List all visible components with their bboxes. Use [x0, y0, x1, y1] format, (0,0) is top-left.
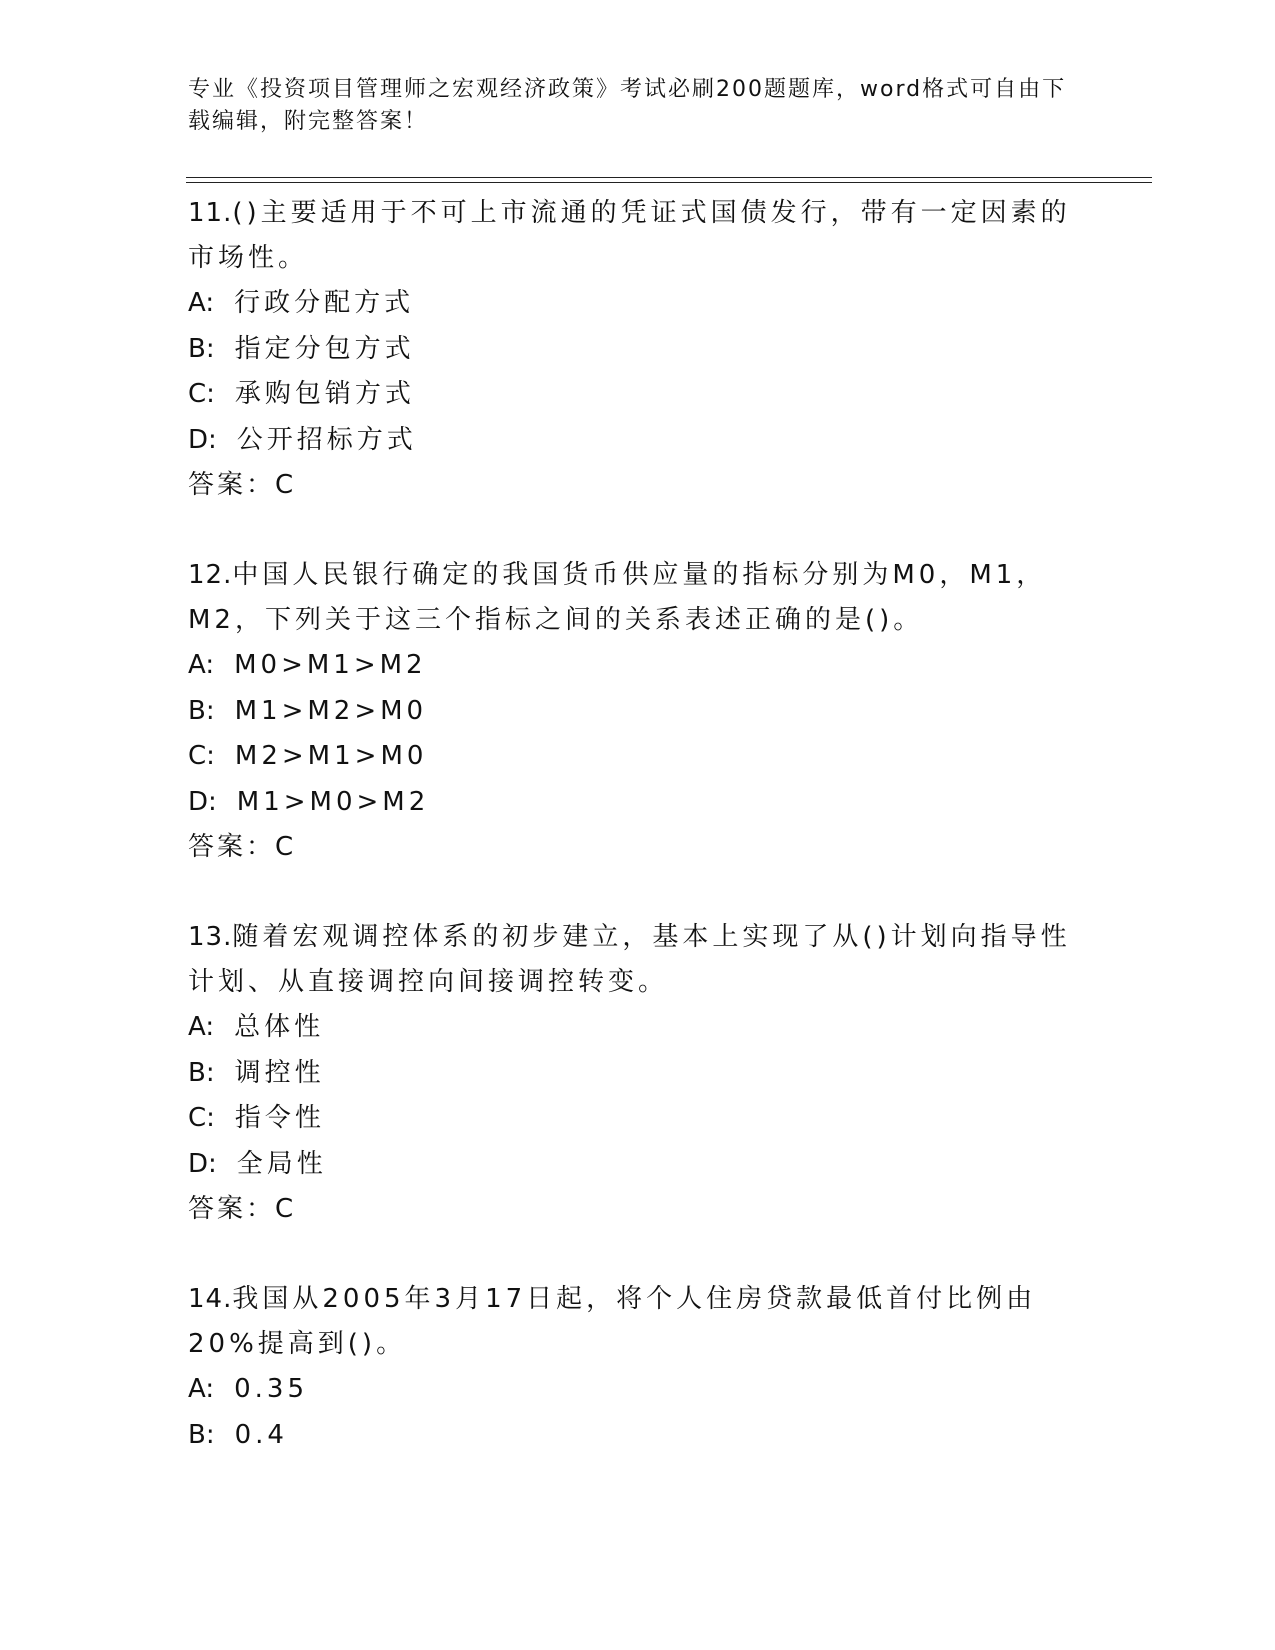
option-letter: A: [188, 1012, 215, 1042]
option-text: M2>M1>M0 [234, 741, 428, 771]
option-letter: A: [188, 288, 215, 318]
answer-label: 答案： [188, 1194, 276, 1224]
option-text: M1>M0>M2 [236, 786, 430, 817]
option-a [188, 1005, 1088, 1051]
question-13 [188, 915, 1088, 1232]
option-letter: B: [188, 333, 215, 364]
question-number: 14. [188, 1284, 233, 1314]
question-12 [188, 553, 1088, 870]
option-letter: A: [188, 1374, 215, 1404]
answer-line [188, 825, 1088, 870]
answer-line [188, 1187, 1088, 1232]
question-stem: ()主要适用于不可上市流通的凭证式国债发行，带有一定因素的市场性。 [188, 198, 1071, 273]
answer-label: 答案： [188, 470, 276, 500]
answer-line [188, 463, 1088, 508]
option-b [188, 689, 1088, 735]
option-letter: B: [188, 1057, 215, 1088]
question-stem: 中国人民银行确定的我国货币供应量的指标分别为M0，M1，M2，下列关于这三个指标之间的关系表述正确的是()。 [188, 560, 1047, 635]
option-d [188, 418, 1088, 464]
question-number: 12. [188, 560, 233, 590]
option-letter: A: [188, 650, 215, 680]
option-a [188, 281, 1088, 327]
option-letter: D: [188, 1148, 217, 1179]
question-text [188, 915, 1088, 1005]
option-text: M1>M2>M0 [234, 695, 428, 726]
question-stem: 我国从2005年3月17日起，将个人住房贷款最低首付比例由20%提高到()。 [188, 1284, 1037, 1359]
option-letter: B: [188, 695, 215, 726]
question-text [188, 1277, 1088, 1367]
option-b [188, 327, 1088, 373]
option-a [188, 643, 1088, 689]
option-c [188, 372, 1088, 418]
option-letter: D: [188, 786, 217, 817]
answer-value: C [275, 470, 297, 500]
option-text: 调控性 [234, 1057, 325, 1088]
option-letter: C: [188, 1103, 215, 1133]
question-number: 11. [188, 198, 233, 228]
question-text [188, 553, 1088, 643]
question-text [188, 191, 1088, 281]
option-text: 总体性 [234, 1012, 325, 1042]
option-text: 0.4 [234, 1419, 288, 1450]
option-text: 指令性 [234, 1103, 325, 1133]
question-14 [188, 1277, 1088, 1458]
option-d [188, 780, 1088, 826]
option-text: 0.35 [234, 1374, 308, 1404]
option-text: 承购包销方式 [234, 379, 415, 409]
option-text: 行政分配方式 [234, 288, 415, 318]
option-c [188, 1096, 1088, 1142]
question-list [188, 191, 1088, 1503]
option-text: 全局性 [236, 1148, 327, 1179]
option-d [188, 1142, 1088, 1188]
option-letter: D: [188, 424, 217, 455]
header-divider-bottom [186, 182, 1152, 183]
option-b [188, 1413, 1088, 1459]
answer-value: C [275, 832, 297, 862]
option-text: 公开招标方式 [236, 424, 417, 455]
header-divider-top [186, 177, 1152, 178]
option-a [188, 1367, 1088, 1413]
document-intro: 专业《投资项目管理师之宏观经济政策》考试必刷200题题库，word格式可自由下载编辑，附完整答案！ [188, 77, 1067, 134]
option-letter: C: [188, 379, 215, 409]
option-b [188, 1051, 1088, 1097]
option-text: M0>M1>M2 [234, 650, 427, 680]
option-letter: C: [188, 741, 215, 771]
option-letter: B: [188, 1419, 215, 1450]
answer-value: C [275, 1194, 297, 1224]
question-stem: 随着宏观调控体系的初步建立，基本上实现了从()计划向指导性计划、从直接调控向间接调控转变。 [188, 922, 1071, 997]
option-c [188, 734, 1088, 780]
question-11 [188, 191, 1088, 508]
answer-label: 答案： [188, 832, 276, 862]
question-number: 13. [188, 922, 233, 952]
option-text: 指定分包方式 [234, 333, 415, 364]
